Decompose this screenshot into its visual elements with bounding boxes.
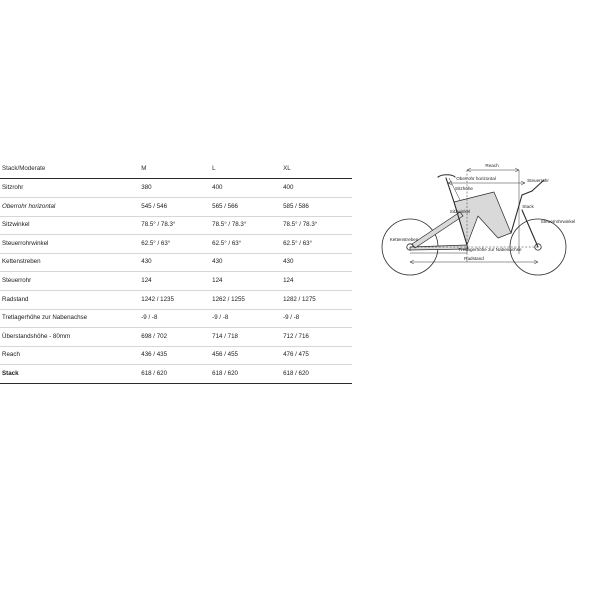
row-label: Überstandshöhe - 80mm [2,332,71,340]
row-label: Kettenstreben [2,258,41,266]
row-value-l: 62.5° / 63° [212,239,242,247]
row-value-l: 714 / 718 [212,332,238,340]
row-value-l: -9 / -8 [212,314,229,322]
table-row [0,198,352,217]
table-row [0,235,352,254]
label-sitzwinkel: Sitzwinkel [449,209,471,214]
row-label: Tretlagerhöhe zur Nabenachse [2,314,88,322]
header-label-cell: Stack/Moderate [0,160,139,179]
row-value-m: 436 / 435 [141,351,168,359]
table-row [0,290,352,309]
row-value-xl: 62.5° / 63° [283,239,313,247]
row-value-xl: 1282 / 1275 [283,295,316,303]
row-value-xl: 430 [283,258,294,266]
table-row [0,365,352,384]
row-label: Sitzwinkel [2,221,30,229]
row-value-l: 565 / 566 [212,202,238,210]
row-label: Radstand [2,295,29,303]
label-sitzhoehe: Sitzhöhe [455,186,473,191]
table-row [0,272,352,291]
table-row [0,328,352,347]
label-stack: Stack [522,204,534,209]
row-value-l: 78.5° / 78.3° [212,221,247,229]
row-value-m: 124 [141,276,152,284]
table-header [0,160,352,179]
bike-geometry-diagram [372,150,594,290]
row-value-m: 78.5° / 78.3° [141,221,176,229]
row-value-xl: 618 / 620 [283,369,309,377]
row-value-m: 618 / 620 [141,369,168,377]
row-value-l: 1262 / 1255 [212,295,245,303]
row-value-l: 400 [212,184,223,191]
main-triangle [454,192,511,245]
row-value-m: 380 [141,184,152,191]
label-steuerrohr: Steuerrohr [527,178,549,183]
row-value-l: 124 [212,276,223,284]
table-row [0,253,352,272]
row-value-m: -9 / -8 [141,314,158,322]
table-row [0,216,352,235]
row-value-xl: -9 / -8 [283,314,300,322]
frame-outline [410,192,511,250]
table-body [0,179,352,384]
label-tretlagerhoehe: Tretlagerhöhe zur Nabenachse [458,247,522,252]
row-label: Oberrohr horizontal [2,202,56,210]
row-value-l: 618 / 620 [212,369,238,377]
table-row [0,346,352,365]
row-label: Sitzrohr [2,184,24,191]
row-value-m: 1242 / 1235 [141,295,174,303]
table-header-row [0,160,352,179]
row-value-xl: 476 / 475 [283,351,309,359]
row-label: Reach [2,351,20,359]
head-tube-line [511,195,522,233]
table-row [0,309,352,328]
label-radstand: Radstand [464,256,484,261]
seatpost-line [446,178,454,202]
row-value-m: 545 / 546 [141,202,168,210]
row-value-m: 62.5° / 63° [141,239,171,247]
row-label: Steuerrohr [2,276,32,284]
fork-line [522,210,538,247]
row-value-xl: 124 [283,276,294,284]
geometry-table [0,160,352,384]
label-kettenstreben: Kettenstreben [389,237,419,242]
stem-line [522,191,532,195]
label-reach: Reach [485,163,499,168]
header-size-xl: XL [281,160,352,179]
row-label: Stack [2,369,19,377]
label-steuerrohrwinkel: Steuerrohrwinkel [540,219,576,224]
row-value-xl: 585 / 586 [283,202,309,210]
label-oberrohr-horizontal: Oberrohr horizontal [456,176,496,181]
row-value-l: 456 / 455 [212,351,238,359]
row-value-xl: 712 / 716 [283,332,309,340]
header-size-l: L [210,160,281,179]
row-value-m: 430 [141,258,152,266]
header-size-m: M [139,160,210,179]
row-value-l: 430 [212,258,223,266]
row-value-xl: 400 [283,184,294,191]
table-row [0,179,352,198]
row-value-xl: 78.5° / 78.3° [283,221,318,229]
row-value-m: 698 / 702 [141,332,168,340]
row-label: Steuerrohrwinkel [2,239,49,247]
saddle-icon [438,175,455,177]
